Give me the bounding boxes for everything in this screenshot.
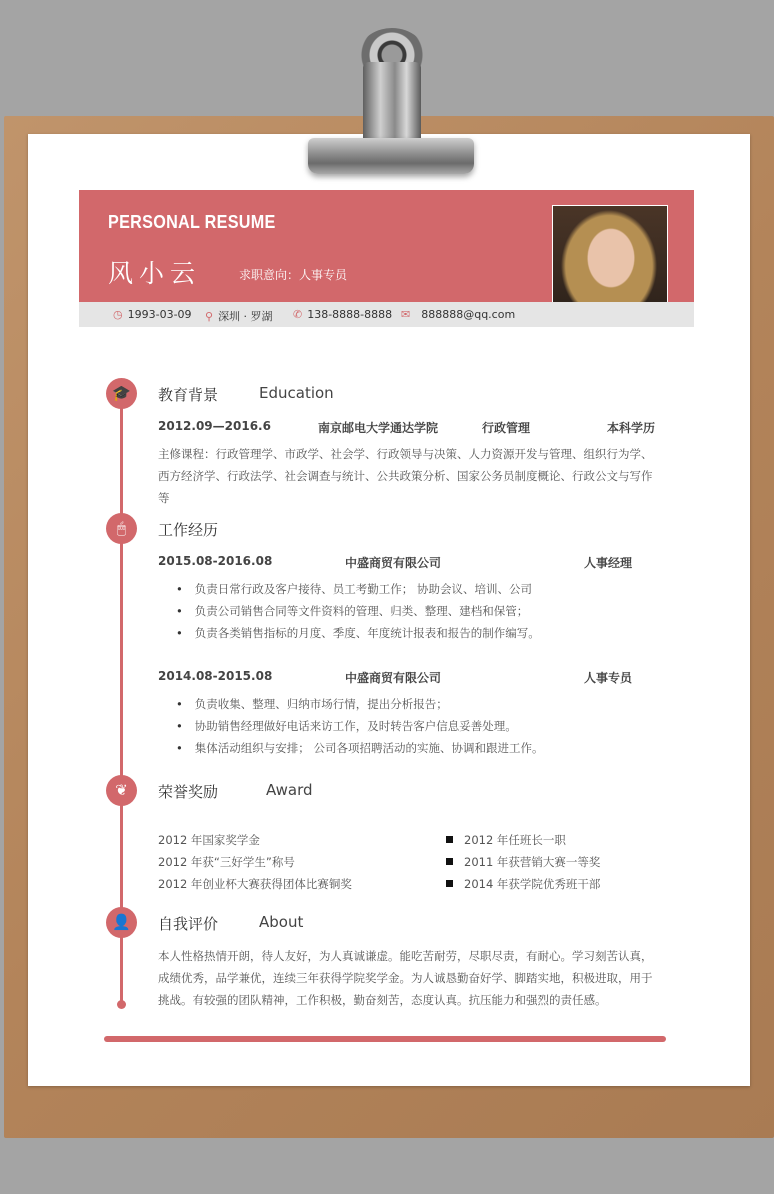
job-2-position: 人事专员 bbox=[584, 671, 633, 685]
job-intent: 求职意向：人事专员 bbox=[239, 268, 348, 282]
clip-body bbox=[363, 62, 421, 142]
list-item: 2012 年创业杯大赛获得团体比赛铜奖 bbox=[158, 877, 352, 891]
job-1-company: 中盛商贸有限公司 bbox=[345, 556, 442, 570]
list-item: • 集体活动组织与安排； 公司各项招聘活动的实施、协调和跟进工作。 bbox=[176, 737, 543, 759]
list-item: • 负责日常行政及客户接待、员工考勤工作； 协助会议、培训、公司 bbox=[176, 578, 540, 600]
job-2-company: 中盛商贸有限公司 bbox=[345, 671, 442, 685]
award-list-right bbox=[446, 829, 600, 895]
phone-icon: ✆ bbox=[293, 308, 303, 321]
education-degree: 本科学历 bbox=[607, 421, 656, 435]
about-text: 本人性格热情开朗，待人友好，为人真诚谦虚。能吃苦耐劳，尽职尽责，有耐心。学习刻苦认真，成绩优秀，品学兼优，连续三年获得学院奖学金。为人诚恳勤奋好学、脚踏实地，积极进取，用于挑战。有较强的团队精神，工作积极，勤奋刻苦，态度认真。抗压能力和强烈的责任感。 bbox=[158, 949, 653, 1007]
award-title-en: Award bbox=[266, 781, 313, 799]
award-title: 荣誉奖励 bbox=[158, 783, 219, 801]
education-school: 南京邮电大学通达学院 bbox=[318, 421, 439, 435]
job-1-period: 2015.08-2016.08 bbox=[158, 554, 273, 568]
list-item: 2014 年获学院优秀班干部 bbox=[446, 873, 600, 895]
clip-base bbox=[308, 138, 474, 174]
education-title-en: Education bbox=[259, 384, 334, 402]
job-2-period: 2014.08-2015.08 bbox=[158, 669, 273, 683]
education-title: 教育背景 bbox=[158, 386, 219, 404]
envelope-icon: ✉ bbox=[401, 308, 411, 321]
job-1-position: 人事经理 bbox=[584, 556, 633, 570]
list-item: 2011 年获营销大赛一等奖 bbox=[446, 851, 600, 873]
bottom-bar bbox=[104, 1036, 666, 1042]
job-2-duties bbox=[176, 693, 543, 759]
person-icon: 👤 bbox=[106, 907, 137, 938]
candidate-name: 风小云 bbox=[108, 259, 202, 288]
list-item: 2012 年国家奖学金 bbox=[158, 833, 260, 847]
list-item: 2012 年获“三好学生”称号 bbox=[158, 855, 295, 869]
list-item: • 负责收集、整理、归纳市场行情，提出分析报告； bbox=[176, 693, 543, 715]
about-title-en: About bbox=[259, 913, 304, 931]
location-text: 深圳 · 罗湖 bbox=[218, 310, 273, 323]
list-item: • 负责各类销售指标的月度、季度、年度统计报表和报告的制作编写。 bbox=[176, 622, 540, 644]
contact-bar bbox=[79, 302, 694, 327]
contact-email bbox=[401, 308, 515, 321]
timeline-end-dot bbox=[117, 1000, 126, 1009]
contact-birth bbox=[113, 308, 192, 321]
education-period: 2012.09—2016.6 bbox=[158, 419, 271, 433]
location-pin-icon: ⚲ bbox=[205, 310, 214, 323]
list-item: • 负责公司销售合同等文件资料的管理、归类、整理、建档和保管； bbox=[176, 600, 540, 622]
birth-date: 1993-03-09 bbox=[127, 308, 192, 321]
graduation-cap-icon: 🎓 bbox=[106, 378, 137, 409]
list-item: • 协助销售经理做好电话来访工作，及时转告客户信息妥善处理。 bbox=[176, 715, 543, 737]
award-list-left bbox=[158, 829, 352, 895]
work-title: 工作经历 bbox=[158, 521, 219, 539]
resume-title: PERSONAL RESUME bbox=[108, 212, 276, 232]
contact-phone bbox=[293, 308, 392, 321]
list-item: 2012 年任班长一职 bbox=[446, 829, 600, 851]
clock-icon: ◷ bbox=[113, 308, 123, 321]
education-major: 行政管理 bbox=[482, 421, 531, 435]
about-title: 自我评价 bbox=[158, 915, 219, 933]
leaf-icon: ❦ bbox=[106, 775, 137, 806]
education-courses: 主修课程：行政管理学、市政学、社会学、行政领导与决策、人力资源开发与管理、组织行为学、西方经济学、行政法学、社会调查与统计、公共政策分析、国家公务员制度概论、行政公文与写作等 bbox=[158, 447, 653, 505]
job-1-duties bbox=[176, 578, 540, 644]
mouse-icon: 🖱 bbox=[106, 513, 137, 544]
phone-text: 138-8888-8888 bbox=[307, 308, 393, 321]
resume-header bbox=[79, 190, 694, 302]
email-text: 888888@qq.com bbox=[421, 308, 516, 321]
contact-location bbox=[205, 308, 273, 324]
